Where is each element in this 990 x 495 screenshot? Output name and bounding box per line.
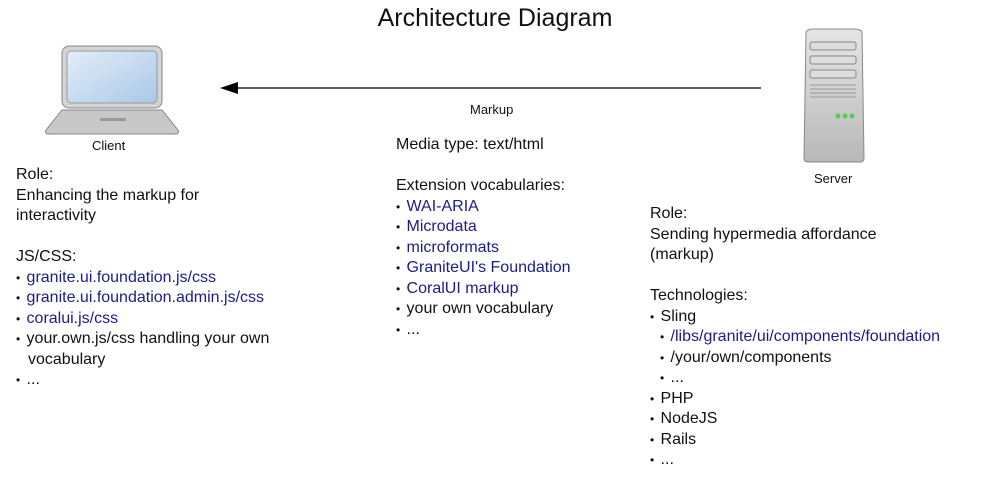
client-tech-heading: JS/CSS: <box>16 248 77 265</box>
vocab-heading: Extension vocabularies: <box>396 177 565 194</box>
list-item: your own vocabulary <box>406 300 554 317</box>
list-item-continued: vocabulary <box>28 350 106 368</box>
link-graniteui-foundation[interactable]: GraniteUI's Foundation <box>406 259 571 276</box>
list-item: ... <box>660 451 674 468</box>
list-item: NodeJS <box>660 410 718 427</box>
link-granite-foundation[interactable]: granite.ui.foundation.js/css <box>26 268 216 286</box>
client-role-text: interactivity <box>16 207 97 224</box>
link-granite-components[interactable]: /libs/granite/ui/components/foundation <box>670 328 941 345</box>
client-role-text: Enhancing the markup for <box>16 186 200 204</box>
laptop-icon <box>40 40 185 135</box>
server-role-text: (markup) <box>650 246 715 263</box>
list-item: ... <box>26 371 40 388</box>
client-description <box>16 165 269 391</box>
diagram-title: Architecture Diagram <box>377 4 613 32</box>
list-item-sling: Sling <box>660 307 697 325</box>
list-item: your.own.js/css handling your own <box>26 330 270 347</box>
client-label: Client <box>92 138 126 153</box>
server-icon <box>800 28 868 164</box>
link-wai-aria[interactable]: WAI-ARIA <box>406 197 479 215</box>
link-microdata[interactable]: Microdata <box>406 218 477 235</box>
link-coralui[interactable]: coralui.js/css <box>26 309 119 327</box>
link-microformats[interactable]: microformats <box>406 238 499 256</box>
server-role-text: Sending hypermedia affordance <box>650 225 877 243</box>
arrow-label: Markup <box>470 102 514 117</box>
link-coralui-markup[interactable]: CoralUI markup <box>406 279 519 297</box>
list-item: Rails <box>660 430 697 448</box>
list-item: ... <box>406 320 420 338</box>
list-item: PHP <box>660 389 694 407</box>
server-label: Server <box>814 171 853 186</box>
list-item: /your/own/components <box>670 348 832 366</box>
list-item: ... <box>670 369 684 386</box>
markup-arrow <box>218 80 763 96</box>
client-role-heading: Role: <box>16 166 54 183</box>
server-role-heading: Role: <box>650 205 688 222</box>
link-granite-foundation-admin[interactable]: granite.ui.foundation.admin.js/css <box>26 289 265 306</box>
server-description <box>650 204 940 471</box>
server-tech-heading: Technologies: <box>650 287 748 304</box>
media-type: Media type: text/html <box>396 136 544 153</box>
markup-description <box>396 135 571 340</box>
